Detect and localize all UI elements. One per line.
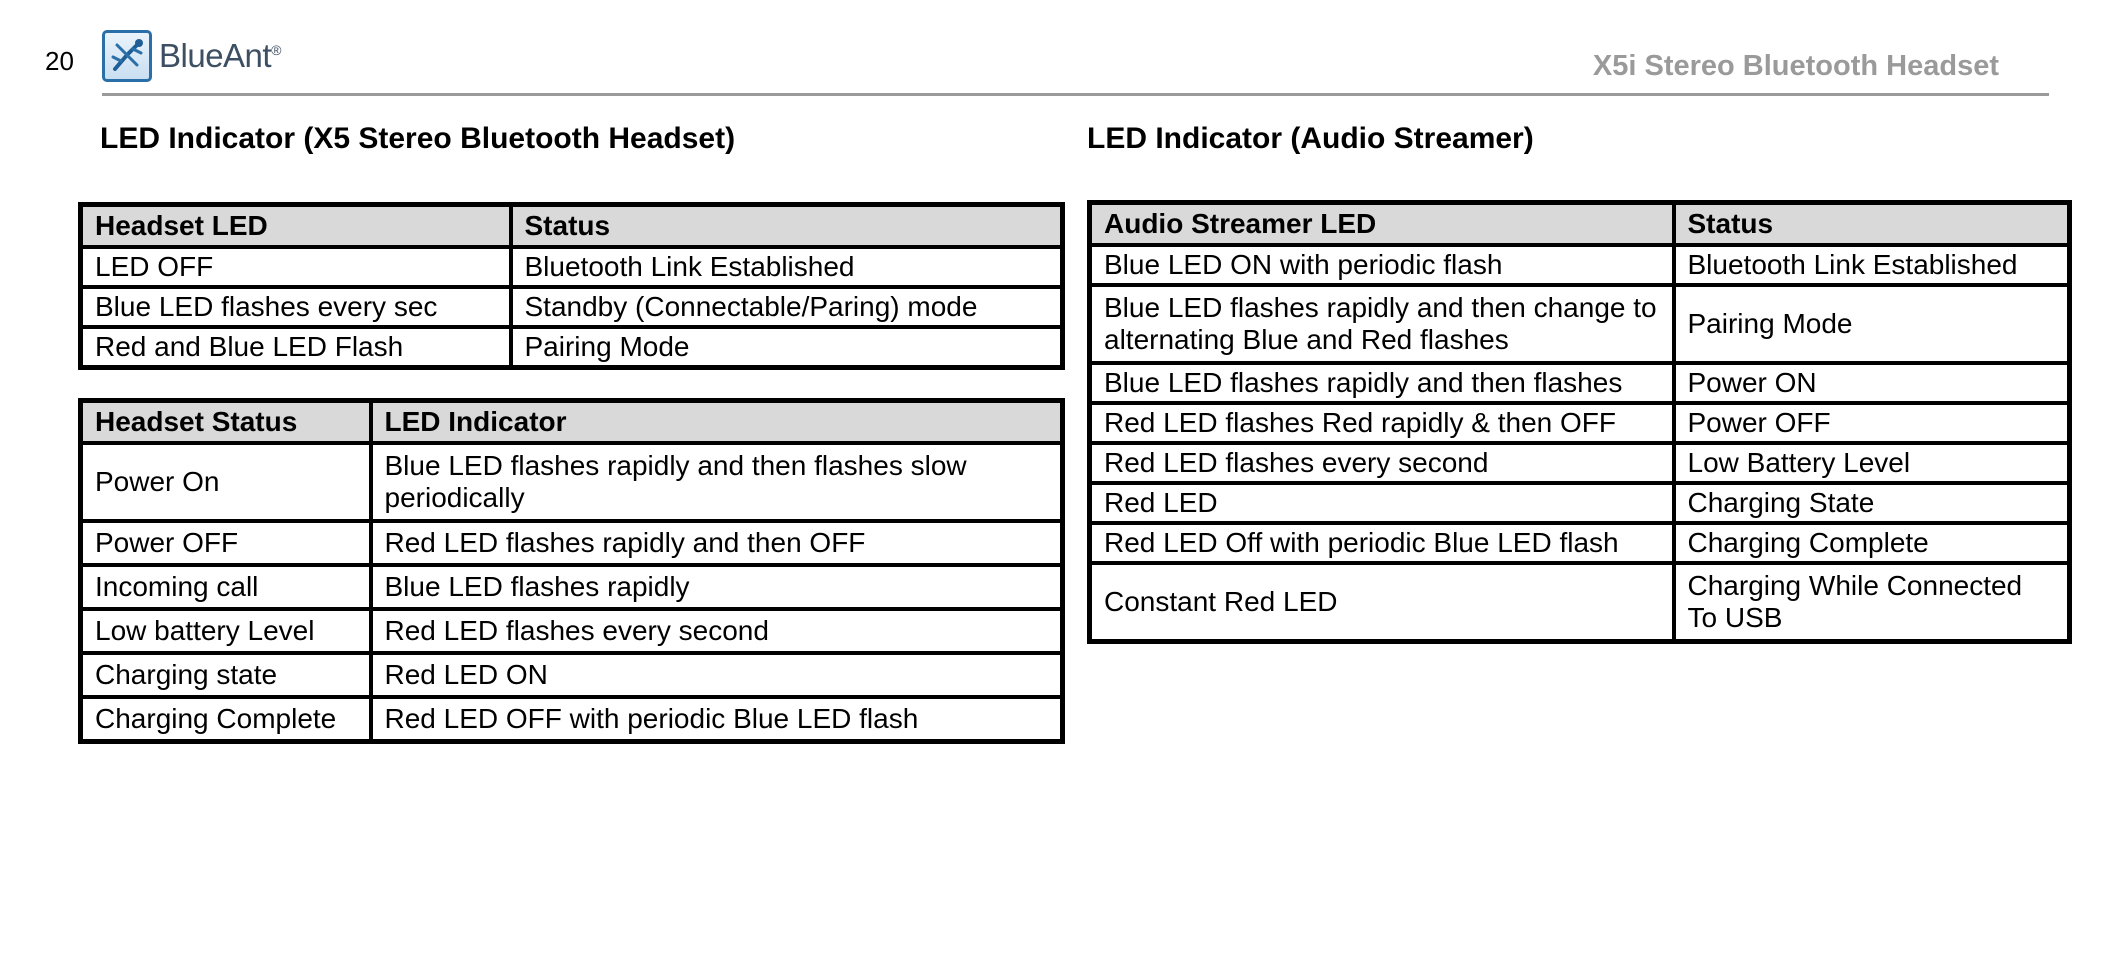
column-header: LED Indicator xyxy=(371,401,1063,444)
table-cell: Low battery Level xyxy=(81,609,371,653)
table-row xyxy=(1090,483,2070,523)
table-row xyxy=(81,653,1063,697)
table-header-row xyxy=(81,401,1063,444)
table-cell: LED OFF xyxy=(81,247,511,287)
table-cell: Red LED ON xyxy=(371,653,1063,697)
table-row xyxy=(1090,443,2070,483)
table-cell: Red LED OFF with periodic Blue LED flash xyxy=(371,697,1063,742)
table-row xyxy=(1090,523,2070,563)
table-cell: Power On xyxy=(81,443,371,521)
table-cell: Blue LED flashes rapidly and then flashes xyxy=(1090,363,1674,403)
table-cell: Bluetooth Link Established xyxy=(1674,245,2070,285)
table-cell: Power OFF xyxy=(1674,403,2070,443)
table-cell: Blue LED ON with periodic flash xyxy=(1090,245,1674,285)
table-cell: Pairing Mode xyxy=(1674,285,2070,363)
table-cell: Standby (Connectable/Paring) mode xyxy=(511,287,1063,327)
table-header-row xyxy=(81,205,1063,248)
headset-led-section-title: LED Indicator (X5 Stereo Bluetooth Headset) xyxy=(100,122,736,155)
column-header: Headset Status xyxy=(81,401,371,444)
table-cell: Red LED xyxy=(1090,483,1674,523)
table-row xyxy=(81,565,1063,609)
table-cell: Red LED flashes Red rapidly & then OFF xyxy=(1090,403,1674,443)
headset-led-table xyxy=(78,202,1065,370)
table-row xyxy=(81,697,1063,742)
table-cell: Charging state xyxy=(81,653,371,697)
table-cell: Blue LED flashes rapidly and then flashes slow periodically xyxy=(371,443,1063,521)
column-header: Headset LED xyxy=(81,205,511,248)
table-row xyxy=(81,521,1063,565)
table-cell: Blue LED flashes rapidly xyxy=(371,565,1063,609)
header-divider xyxy=(102,93,2049,96)
column-header: Audio Streamer LED xyxy=(1090,203,1674,246)
table-cell: Blue LED flashes rapidly and then change to alternating Blue and Red flashes xyxy=(1090,285,1674,363)
table-header-row xyxy=(1090,203,2070,246)
table-row xyxy=(81,327,1063,368)
column-header: Status xyxy=(1674,203,2070,246)
page-number: 20 xyxy=(45,46,74,76)
headset-status-table xyxy=(78,398,1065,744)
table-cell: Charging Complete xyxy=(81,697,371,742)
table-row xyxy=(81,287,1063,327)
table-row xyxy=(1090,245,2070,285)
audio-streamer-led-table xyxy=(1087,200,2072,644)
table-row xyxy=(1090,403,2070,443)
table-cell: Red LED flashes every second xyxy=(371,609,1063,653)
table-cell: Blue LED flashes every sec xyxy=(81,287,511,327)
table-row xyxy=(1090,285,2070,363)
table-cell: Incoming call xyxy=(81,565,371,609)
table-cell: Charging While Connected To USB xyxy=(1674,563,2070,642)
table-row xyxy=(81,247,1063,287)
table-cell: Red LED Off with periodic Blue LED flash xyxy=(1090,523,1674,563)
table-row xyxy=(1090,363,2070,403)
streamer-led-section-title: LED Indicator (Audio Streamer) xyxy=(1087,122,1534,155)
blueant-ant-logo-icon xyxy=(102,30,152,82)
table-cell: Pairing Mode xyxy=(511,327,1063,368)
table-cell: Power ON xyxy=(1674,363,2070,403)
table-cell: Red LED flashes every second xyxy=(1090,443,1674,483)
table-cell: Red LED flashes rapidly and then OFF xyxy=(371,521,1063,565)
table-cell: Bluetooth Link Established xyxy=(511,247,1063,287)
table-row xyxy=(81,609,1063,653)
brand-logo xyxy=(102,30,281,82)
table-cell: Red and Blue LED Flash xyxy=(81,327,511,368)
table-cell: Constant Red LED xyxy=(1090,563,1674,642)
document-title: X5i Stereo Bluetooth Headset xyxy=(1592,50,1999,82)
column-header: Status xyxy=(511,205,1063,248)
table-row xyxy=(81,443,1063,521)
table-cell: Charging Complete xyxy=(1674,523,2070,563)
table-cell: Power OFF xyxy=(81,521,371,565)
table-cell: Charging State xyxy=(1674,483,2070,523)
logo-text: BlueAnt® xyxy=(159,37,281,74)
table-cell: Low Battery Level xyxy=(1674,443,2070,483)
table-row xyxy=(1090,563,2070,642)
